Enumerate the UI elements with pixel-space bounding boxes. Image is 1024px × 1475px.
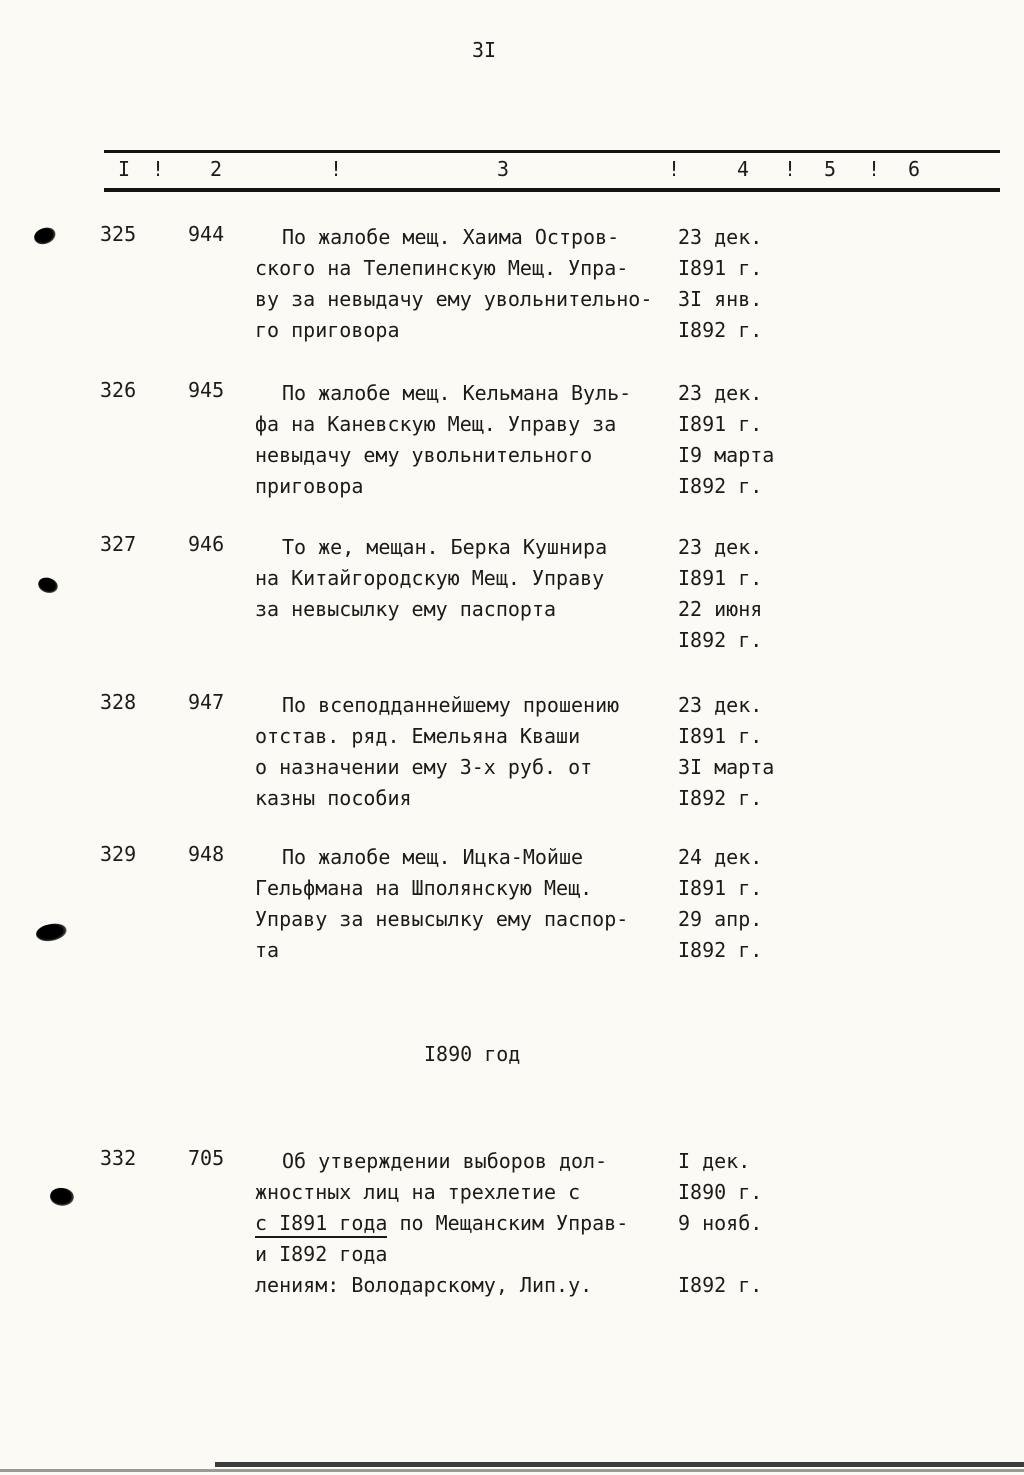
entry-file-number: 947: [188, 690, 225, 714]
entry-number: 326: [100, 378, 137, 402]
entry-line: [255, 752, 855, 783]
entry-date: I891 г.: [678, 724, 763, 748]
entry-text-part: и I892 года: [255, 1242, 388, 1266]
entry-text-part: По жалобе мещ. Ицка-Мойше: [282, 845, 584, 869]
entry-text-part: Гельфмана на Шполянскую Мещ.: [255, 876, 593, 900]
column-separator: !: [784, 157, 797, 181]
entry-text: [255, 474, 363, 498]
entry-text: [255, 693, 619, 717]
entry-date: I891 г.: [678, 876, 763, 900]
entry-line: [255, 284, 855, 315]
entry-date: I891 г.: [678, 412, 763, 436]
entry-text: [255, 412, 616, 436]
table-header-rule: [104, 188, 1000, 192]
entry-date: 3I янв.: [678, 287, 763, 311]
entry-line: [255, 563, 855, 594]
entry-date: 24 дек.: [678, 845, 763, 869]
column-separator: !: [330, 157, 343, 181]
entry-file-number: 945: [188, 378, 225, 402]
column-header-2: 2: [210, 157, 223, 181]
entry-file-number: 944: [188, 222, 225, 246]
entry-text-part: та: [255, 938, 280, 962]
section-heading-year: I890 год: [424, 1042, 521, 1066]
entry-line: [255, 1270, 855, 1301]
entry-date: I890 г.: [678, 1180, 763, 1204]
entry-line: [255, 783, 855, 814]
entry-text: [255, 443, 592, 467]
entry-date: I891 г.: [678, 256, 763, 280]
scan-edge-artifact: [0, 1469, 1024, 1472]
scan-edge-artifact: [215, 1462, 1024, 1467]
entry-text-part: жностных лиц на трехлетие с: [255, 1180, 581, 1204]
entry-text-part: Об утверждении выборов дол-: [282, 1149, 608, 1173]
column-separator: !: [668, 157, 681, 181]
entry-text: [255, 256, 628, 280]
column-header-3: 3: [497, 157, 510, 181]
entry-text-part: казны пособия: [255, 786, 412, 810]
entry-text: [255, 1242, 387, 1266]
entry-text-part: То же, мещан. Берка Кушнира: [282, 535, 608, 559]
column-header-4: 4: [737, 157, 750, 181]
entry-text: [255, 845, 583, 869]
entry-text-part: лениям: Володарскому, Лип.у.: [255, 1273, 593, 1297]
entry-line: [255, 1208, 855, 1239]
entry-date: I892 г.: [678, 938, 763, 962]
entry-line: [255, 253, 855, 284]
entry-line: [255, 935, 855, 966]
entry-text-part: ского на Телепинскую Мещ. Упра-: [255, 256, 629, 280]
entry-text-part: По жалобе мещ. Кельмана Вуль-: [282, 381, 632, 405]
entry-line: [255, 378, 855, 409]
entry-date: I892 г.: [678, 474, 763, 498]
entry-text: [255, 225, 619, 249]
entry-date: 23 дек.: [678, 535, 763, 559]
column-separator: !: [868, 157, 881, 181]
entry-date: 3I марта: [678, 755, 775, 779]
entry-description: [255, 378, 855, 502]
ink-blot: [49, 1186, 76, 1208]
entry-text-part: По всеподданнейшему прошению: [282, 693, 620, 717]
entry-text-part: с I891 года: [255, 1211, 387, 1238]
entry-text: [255, 318, 400, 342]
entry-date: 23 дек.: [678, 225, 763, 249]
entry-date: I892 г.: [678, 786, 763, 810]
entry-date: I9 марта: [678, 443, 775, 467]
entry-text: [255, 535, 607, 559]
entry-date: I892 г.: [678, 628, 763, 652]
entry-text: [255, 876, 592, 900]
entry-date: 9 нояб.: [678, 1211, 763, 1235]
entry-text: [255, 1180, 580, 1204]
entry-text: [255, 755, 592, 779]
entry-text-part: за невысылку ему паспорта: [255, 597, 557, 621]
entry-text-part: на Китайгородскую Мещ. Управу: [255, 566, 605, 590]
entry-text: [255, 1273, 592, 1297]
entry-line: [255, 222, 855, 253]
entry-text-part: приговора: [255, 474, 364, 498]
entry-number: 328: [100, 690, 137, 714]
page-number: 3I: [472, 38, 497, 62]
entry-line: [255, 471, 855, 502]
entry-text: [255, 381, 631, 405]
entry-file-number: 948: [188, 842, 225, 866]
entry-line: [255, 842, 855, 873]
column-separator: !: [152, 157, 165, 181]
entry-description: [255, 1146, 855, 1301]
entry-line: [255, 532, 855, 563]
entry-line: [255, 721, 855, 752]
entry-date: 29 апр.: [678, 907, 763, 931]
entry-text: [255, 786, 412, 810]
entry-text: [255, 597, 556, 621]
entry-number: 327: [100, 532, 137, 556]
entry-text-part: о назначении ему 3-х руб. от: [255, 755, 593, 779]
entry-text-part: фа на Каневскую Мещ. Управу за: [255, 412, 617, 436]
entry-number: 325: [100, 222, 137, 246]
table-top-rule: [104, 150, 1000, 153]
entry-description: [255, 532, 855, 656]
entry-text: [255, 907, 628, 931]
entry-description: [255, 690, 855, 814]
ink-blot: [32, 225, 57, 246]
entry-line: [255, 1239, 855, 1270]
entry-line: [255, 690, 855, 721]
entry-line: [255, 1177, 855, 1208]
entry-number: 329: [100, 842, 137, 866]
entry-date: 23 дек.: [678, 693, 763, 717]
entry-date: I892 г.: [678, 318, 763, 342]
ink-blot: [35, 922, 68, 943]
entry-line: [255, 904, 855, 935]
entry-text: [255, 1211, 628, 1238]
column-header-5: 5: [824, 157, 837, 181]
entry-text-part: По жалобе мещ. Хаима Остров-: [282, 225, 620, 249]
entry-line: [255, 625, 855, 656]
entry-line: [255, 315, 855, 346]
entry-text-part: отстав. ряд. Емельяна Кваши: [255, 724, 581, 748]
entry-description: [255, 842, 855, 966]
entry-text: [255, 566, 604, 590]
entry-date: 22 июня: [678, 597, 763, 621]
entry-line: [255, 594, 855, 625]
entry-text-part: Управу за невысылку ему паспор-: [255, 907, 629, 931]
entry-text-part: по Мещанским Управ-: [387, 1211, 629, 1235]
entry-line: [255, 873, 855, 904]
entry-line: [255, 440, 855, 471]
column-header-6: 6: [908, 157, 921, 181]
entry-date: I891 г.: [678, 566, 763, 590]
entry-text: [255, 287, 652, 311]
entry-file-number: 705: [188, 1146, 225, 1170]
entry-text: [255, 1149, 607, 1173]
entry-date: I дек.: [678, 1149, 751, 1173]
entry-date: I892 г.: [678, 1273, 763, 1297]
entry-text-part: го приговора: [255, 318, 400, 342]
entry-text-part: ву за невыдачу ему увольнительно-: [255, 287, 653, 311]
column-header-1: I: [118, 157, 131, 181]
entry-line: [255, 1146, 855, 1177]
entry-description: [255, 222, 855, 346]
entry-date: 23 дек.: [678, 381, 763, 405]
entry-text: [255, 724, 580, 748]
ink-blot: [36, 575, 60, 596]
entry-text-part: невыдачу ему увольнительного: [255, 443, 593, 467]
entry-number: 332: [100, 1146, 137, 1170]
entry-line: [255, 409, 855, 440]
entry-file-number: 946: [188, 532, 225, 556]
entry-text: [255, 938, 279, 962]
